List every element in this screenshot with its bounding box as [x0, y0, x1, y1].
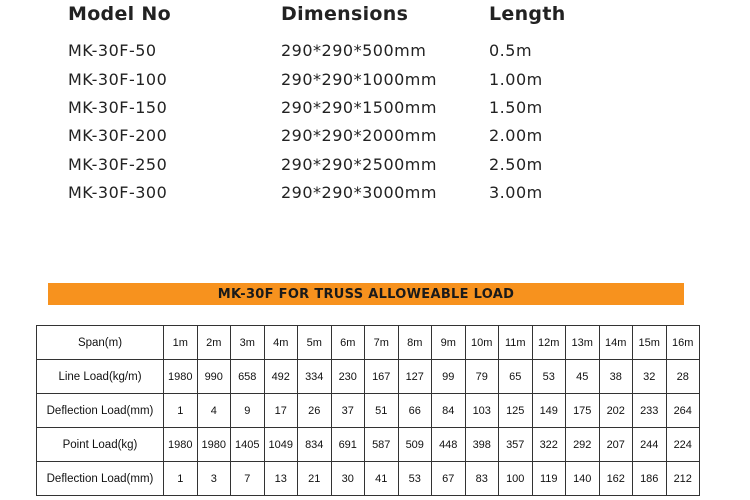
value-cell: 175 — [566, 394, 600, 428]
model-length: 3.00m — [489, 183, 543, 202]
value-cell: 7 — [231, 462, 265, 496]
span-header-cell: 12m — [532, 326, 566, 360]
value-cell: 398 — [465, 428, 499, 462]
value-cell: 41 — [365, 462, 399, 496]
value-cell: 37 — [331, 394, 365, 428]
header-model-no: Model No — [68, 3, 171, 25]
value-cell: 357 — [499, 428, 533, 462]
span-header-cell: 13m — [566, 326, 600, 360]
span-header-cell: 3m — [231, 326, 265, 360]
value-cell: 448 — [432, 428, 466, 462]
value-cell: 207 — [599, 428, 633, 462]
value-cell: 140 — [566, 462, 600, 496]
model-dimensions: 290*290*2500mm — [281, 155, 437, 174]
value-cell: 17 — [264, 394, 298, 428]
model-dimensions: 290*290*1000mm — [281, 70, 437, 89]
allowable-load-table — [36, 325, 700, 496]
load-table-title-banner: MK-30F FOR TRUSS ALLOWEABLE LOAD — [48, 283, 684, 305]
row-label: Deflection Load(mm) — [37, 394, 164, 428]
span-header-cell: 14m — [599, 326, 633, 360]
value-cell: 125 — [499, 394, 533, 428]
model-dimensions: 290*290*2000mm — [281, 126, 437, 145]
span-header-cell: 11m — [499, 326, 533, 360]
value-cell: 13 — [264, 462, 298, 496]
value-cell: 65 — [499, 360, 533, 394]
span-header-cell: 1m — [164, 326, 198, 360]
value-cell: 1405 — [231, 428, 265, 462]
value-cell: 492 — [264, 360, 298, 394]
value-cell: 587 — [365, 428, 399, 462]
value-cell: 4 — [197, 394, 231, 428]
span-header-cell: 5m — [298, 326, 332, 360]
load-table-row — [37, 428, 700, 462]
value-cell: 67 — [432, 462, 466, 496]
value-cell: 127 — [398, 360, 432, 394]
model-number: MK-30F-300 — [68, 183, 168, 202]
model-number: MK-30F-100 — [68, 70, 168, 89]
model-number: MK-30F-50 — [68, 41, 157, 60]
model-row — [0, 70, 750, 94]
model-number: MK-30F-250 — [68, 155, 168, 174]
row-label: Deflection Load(mm) — [37, 462, 164, 496]
value-cell: 167 — [365, 360, 399, 394]
span-header-cell: 4m — [264, 326, 298, 360]
header-dimensions: Dimensions — [281, 3, 409, 25]
model-row — [0, 183, 750, 207]
value-cell: 51 — [365, 394, 399, 428]
span-header-cell: 6m — [331, 326, 365, 360]
span-header-cell: 16m — [666, 326, 700, 360]
model-spec-list — [0, 0, 750, 230]
model-length: 0.5m — [489, 41, 533, 60]
load-table-row — [37, 394, 700, 428]
span-header-cell: 7m — [365, 326, 399, 360]
value-cell: 83 — [465, 462, 499, 496]
model-dimensions: 290*290*3000mm — [281, 183, 437, 202]
value-cell: 244 — [633, 428, 667, 462]
value-cell: 66 — [398, 394, 432, 428]
value-cell: 224 — [666, 428, 700, 462]
value-cell: 334 — [298, 360, 332, 394]
value-cell: 53 — [532, 360, 566, 394]
value-cell: 1 — [164, 462, 198, 496]
value-cell: 162 — [599, 462, 633, 496]
value-cell: 186 — [633, 462, 667, 496]
value-cell: 149 — [532, 394, 566, 428]
value-cell: 26 — [298, 394, 332, 428]
value-cell: 9 — [231, 394, 265, 428]
value-cell: 233 — [633, 394, 667, 428]
value-cell: 32 — [633, 360, 667, 394]
value-cell: 1980 — [197, 428, 231, 462]
value-cell: 79 — [465, 360, 499, 394]
model-length: 1.50m — [489, 98, 543, 117]
value-cell: 691 — [331, 428, 365, 462]
row-label: Line Load(kg/m) — [37, 360, 164, 394]
value-cell: 834 — [298, 428, 332, 462]
model-length: 2.00m — [489, 126, 543, 145]
value-cell: 99 — [432, 360, 466, 394]
model-dimensions: 290*290*1500mm — [281, 98, 437, 117]
value-cell: 100 — [499, 462, 533, 496]
model-length: 2.50m — [489, 155, 543, 174]
value-cell: 1049 — [264, 428, 298, 462]
span-header-cell: 9m — [432, 326, 466, 360]
value-cell: 509 — [398, 428, 432, 462]
span-header-cell: 10m — [465, 326, 499, 360]
value-cell: 38 — [599, 360, 633, 394]
row-label: Point Load(kg) — [37, 428, 164, 462]
value-cell: 30 — [331, 462, 365, 496]
model-row — [0, 98, 750, 122]
load-table-row — [37, 326, 700, 360]
value-cell: 1 — [164, 394, 198, 428]
value-cell: 1980 — [164, 428, 198, 462]
model-row — [0, 41, 750, 65]
model-length: 1.00m — [489, 70, 543, 89]
span-header-cell: 15m — [633, 326, 667, 360]
model-row — [0, 155, 750, 179]
value-cell: 292 — [566, 428, 600, 462]
value-cell: 21 — [298, 462, 332, 496]
value-cell: 3 — [197, 462, 231, 496]
span-header-cell: 8m — [398, 326, 432, 360]
model-number: MK-30F-200 — [68, 126, 168, 145]
value-cell: 990 — [197, 360, 231, 394]
value-cell: 322 — [532, 428, 566, 462]
load-table-row — [37, 462, 700, 496]
value-cell: 658 — [231, 360, 265, 394]
model-row — [0, 126, 750, 150]
header-length: Length — [489, 3, 566, 25]
value-cell: 1980 — [164, 360, 198, 394]
value-cell: 230 — [331, 360, 365, 394]
value-cell: 84 — [432, 394, 466, 428]
value-cell: 45 — [566, 360, 600, 394]
model-dimensions: 290*290*500mm — [281, 41, 427, 60]
value-cell: 53 — [398, 462, 432, 496]
load-table-row — [37, 360, 700, 394]
value-cell: 103 — [465, 394, 499, 428]
value-cell: 202 — [599, 394, 633, 428]
value-cell: 264 — [666, 394, 700, 428]
model-number: MK-30F-150 — [68, 98, 168, 117]
value-cell: 212 — [666, 462, 700, 496]
row-label: Span(m) — [37, 326, 164, 360]
span-header-cell: 2m — [197, 326, 231, 360]
value-cell: 119 — [532, 462, 566, 496]
value-cell: 28 — [666, 360, 700, 394]
